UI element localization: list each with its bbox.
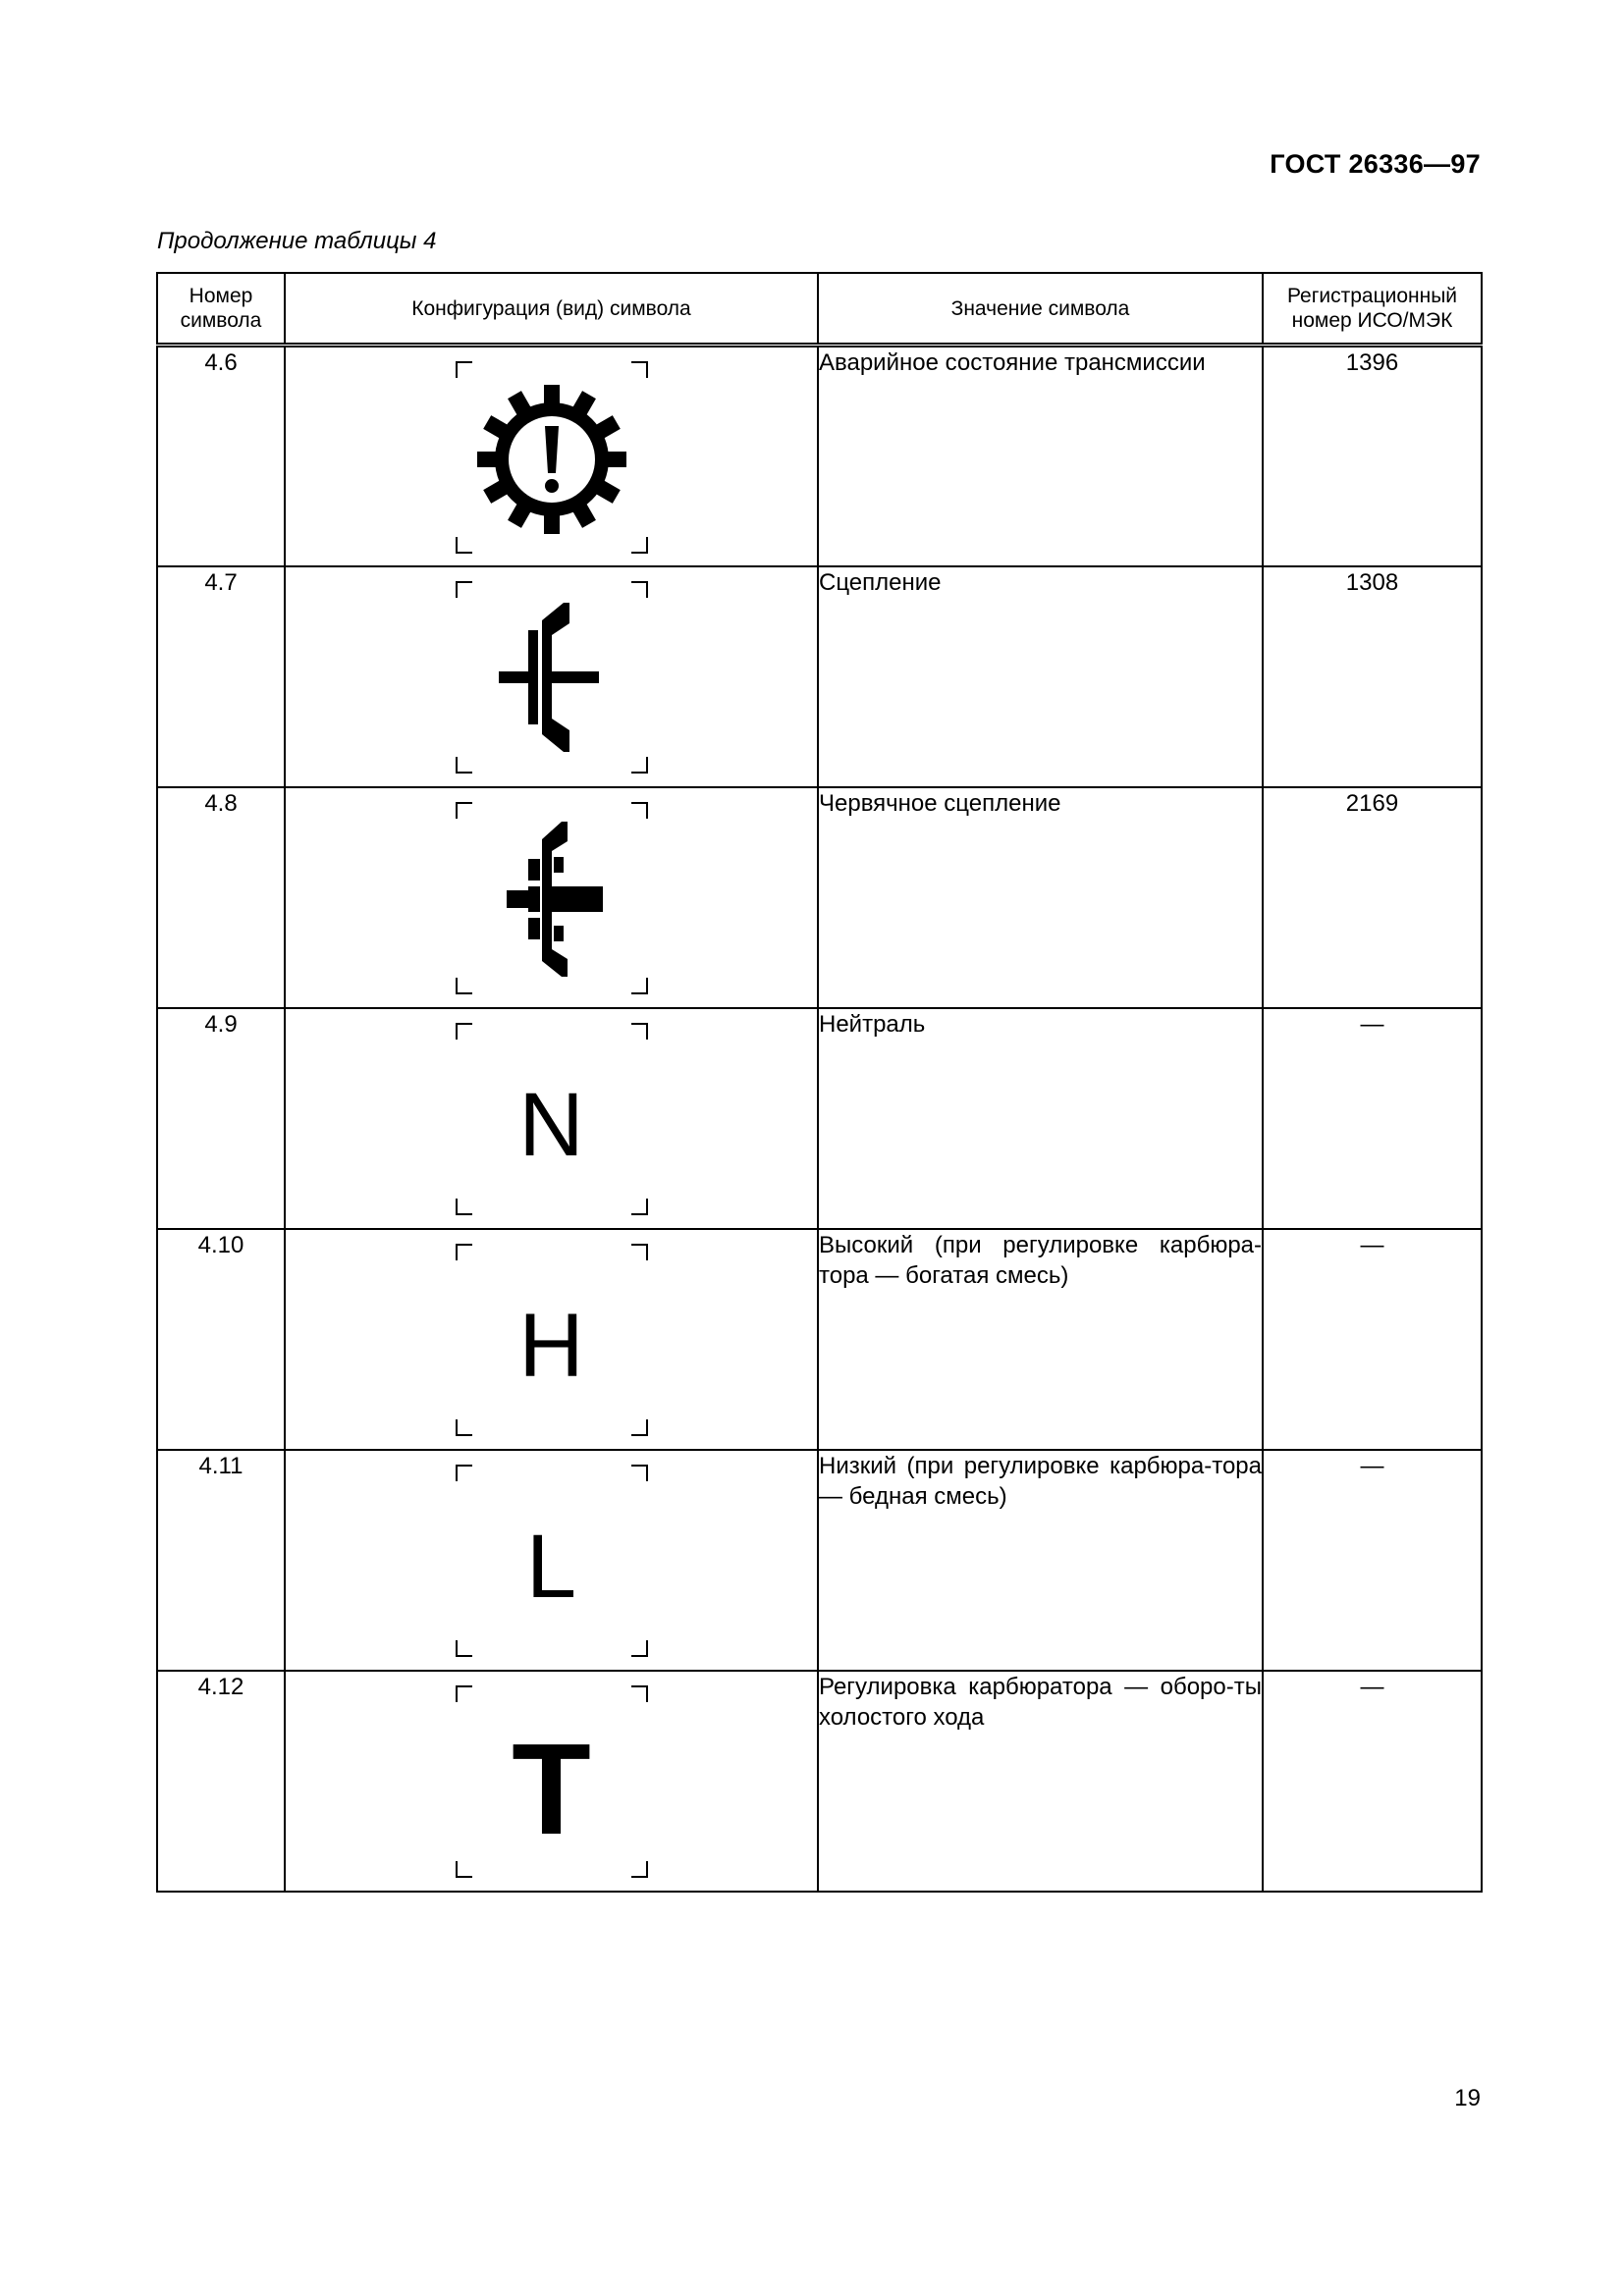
table-row: [157, 566, 1482, 787]
symbol-configuration: [285, 346, 818, 566]
table-row: [157, 1671, 1482, 1892]
symbol-number: 4.8: [157, 787, 285, 1008]
symbol-number: 4.10: [157, 1229, 285, 1450]
symbol-frame: [456, 1244, 648, 1436]
page-number: 19: [1454, 2085, 1481, 2111]
table-row: [157, 787, 1482, 1008]
symbols-table: [156, 272, 1483, 1893]
high-symbol: H: [518, 1295, 584, 1396]
symbol-frame: [456, 581, 648, 774]
table-row: [157, 346, 1482, 566]
symbol-number: 4.9: [157, 1008, 285, 1229]
worm-clutch-icon: [456, 802, 648, 994]
symbol-number: 4.12: [157, 1671, 285, 1892]
table-row: [157, 1450, 1482, 1671]
registration-number: —: [1263, 1671, 1482, 1892]
registration-number: 2169: [1263, 787, 1482, 1008]
symbol-configuration: [285, 1450, 818, 1671]
symbol-meaning: Сцепление: [818, 566, 1263, 787]
symbol-frame: [456, 361, 648, 554]
symbol-meaning: Червячное сцепление: [818, 787, 1263, 1008]
table-caption: Продолжение таблицы 4: [157, 228, 437, 254]
table-header-row: [157, 273, 1482, 346]
symbol-configuration: [285, 1008, 818, 1229]
column-header-registration: Регистрационный номер ИСО/МЭК: [1263, 273, 1482, 346]
registration-number: 1396: [1263, 346, 1482, 566]
clutch-icon: [456, 581, 648, 774]
symbol-meaning: Нейтраль: [818, 1008, 1263, 1229]
neutral-symbol: N: [518, 1074, 584, 1175]
symbol-frame: [456, 1685, 648, 1878]
column-header-configuration: Конфигурация (вид) символа: [285, 273, 818, 346]
symbol-configuration: [285, 566, 818, 787]
symbol-meaning: Низкий (при регулировке карбюра-тора — бедная смесь): [818, 1450, 1263, 1671]
symbol-configuration: [285, 1671, 818, 1892]
table-row: [157, 1229, 1482, 1450]
symbol-meaning: Аварийное состояние трансмиссии: [818, 346, 1263, 566]
symbol-configuration: [285, 1229, 818, 1450]
standard-code: ГОСТ 26336—97: [1270, 149, 1481, 179]
symbol-meaning: Регулировка карбюратора — оборо-ты холостого хода: [818, 1671, 1263, 1892]
symbol-number: 4.6: [157, 346, 285, 566]
symbol-meaning: Высокий (при регулировке карбюра-тора — богатая смесь): [818, 1229, 1263, 1450]
symbol-frame: [456, 1465, 648, 1657]
idle-speed-symbol: T: [512, 1716, 591, 1861]
symbol-number: 4.11: [157, 1450, 285, 1671]
transmission-malfunction-icon: [456, 361, 648, 554]
symbol-frame: [456, 1023, 648, 1215]
registration-number: —: [1263, 1008, 1482, 1229]
registration-number: —: [1263, 1229, 1482, 1450]
registration-number: 1308: [1263, 566, 1482, 787]
symbol-configuration: [285, 787, 818, 1008]
table-row: [157, 1008, 1482, 1229]
column-header-meaning: Значение символа: [818, 273, 1263, 346]
symbol-number: 4.7: [157, 566, 285, 787]
registration-number: —: [1263, 1450, 1482, 1671]
low-symbol: L: [525, 1516, 577, 1617]
symbol-frame: [456, 802, 648, 994]
column-header-number: Номер символа: [157, 273, 285, 346]
